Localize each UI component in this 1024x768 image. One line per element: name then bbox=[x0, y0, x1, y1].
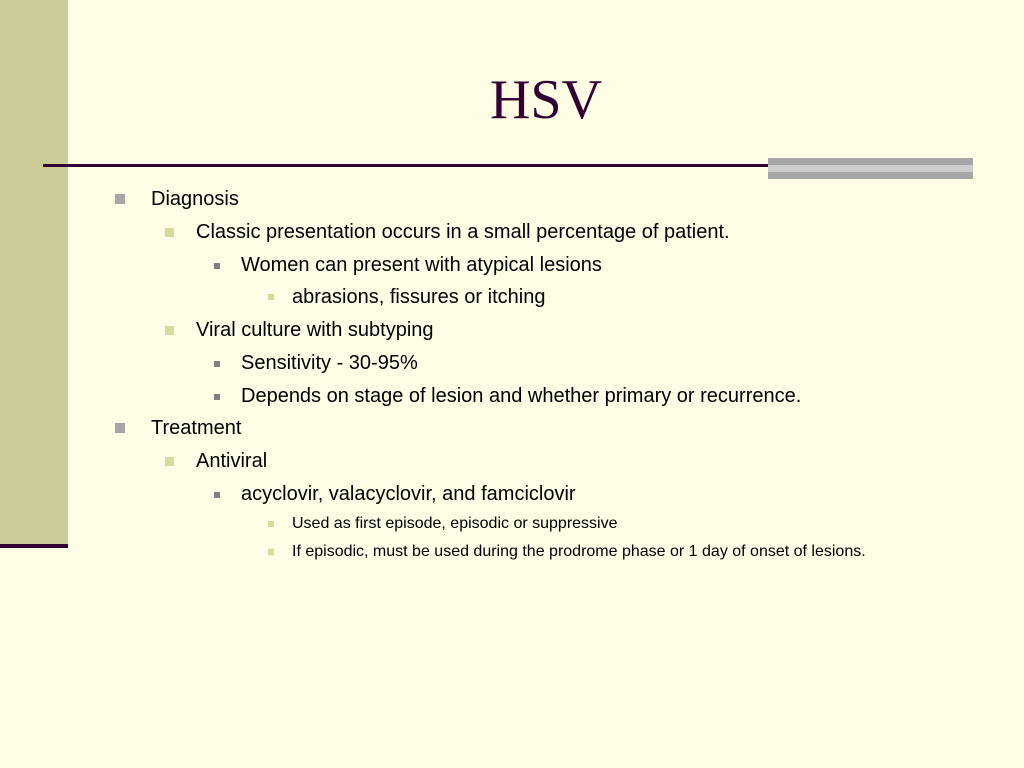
bullet-text: Depends on stage of lesion and whether primary or recurrence. bbox=[241, 385, 802, 407]
square-bullet-icon bbox=[268, 549, 274, 555]
square-bullet-icon bbox=[214, 492, 220, 498]
accent-stripe bbox=[768, 172, 973, 179]
accent-bar bbox=[768, 158, 973, 179]
square-bullet-icon bbox=[268, 521, 274, 527]
square-bullet-icon bbox=[214, 361, 220, 367]
square-bullet-icon bbox=[214, 394, 220, 400]
square-bullet-icon bbox=[115, 423, 125, 433]
bullet-text: acyclovir, valacyclovir, and famciclovir bbox=[241, 483, 576, 505]
square-bullet-icon bbox=[115, 194, 125, 204]
bullet-text: Diagnosis bbox=[151, 188, 239, 210]
bullet-text: Sensitivity - 30-95% bbox=[241, 352, 418, 374]
square-bullet-icon bbox=[165, 326, 174, 335]
square-bullet-icon bbox=[165, 228, 174, 237]
left-band-rule bbox=[0, 544, 68, 548]
bullet-text: Antiviral bbox=[196, 450, 268, 472]
bullet-text: If episodic, must be used during the prodrome phase or 1 day of onset of lesions. bbox=[292, 543, 866, 560]
bullet-text: Used as first episode, episodic or suppressive bbox=[292, 515, 618, 532]
accent-stripe bbox=[768, 165, 973, 172]
slide-title: HSV bbox=[489, 69, 603, 131]
bullet-text: Treatment bbox=[151, 417, 242, 439]
bullet-text: Women can present with atypical lesions bbox=[241, 254, 602, 276]
square-bullet-icon bbox=[214, 263, 220, 269]
accent-stripe bbox=[768, 158, 973, 165]
bullet-text: abrasions, fissures or itching bbox=[292, 286, 546, 308]
square-bullet-icon bbox=[268, 294, 274, 300]
bullet-text: Classic presentation occurs in a small percentage of patient. bbox=[196, 221, 730, 243]
left-decorative-band bbox=[0, 0, 68, 548]
bullet-text: Viral culture with subtyping bbox=[196, 319, 434, 341]
square-bullet-icon bbox=[165, 457, 174, 466]
